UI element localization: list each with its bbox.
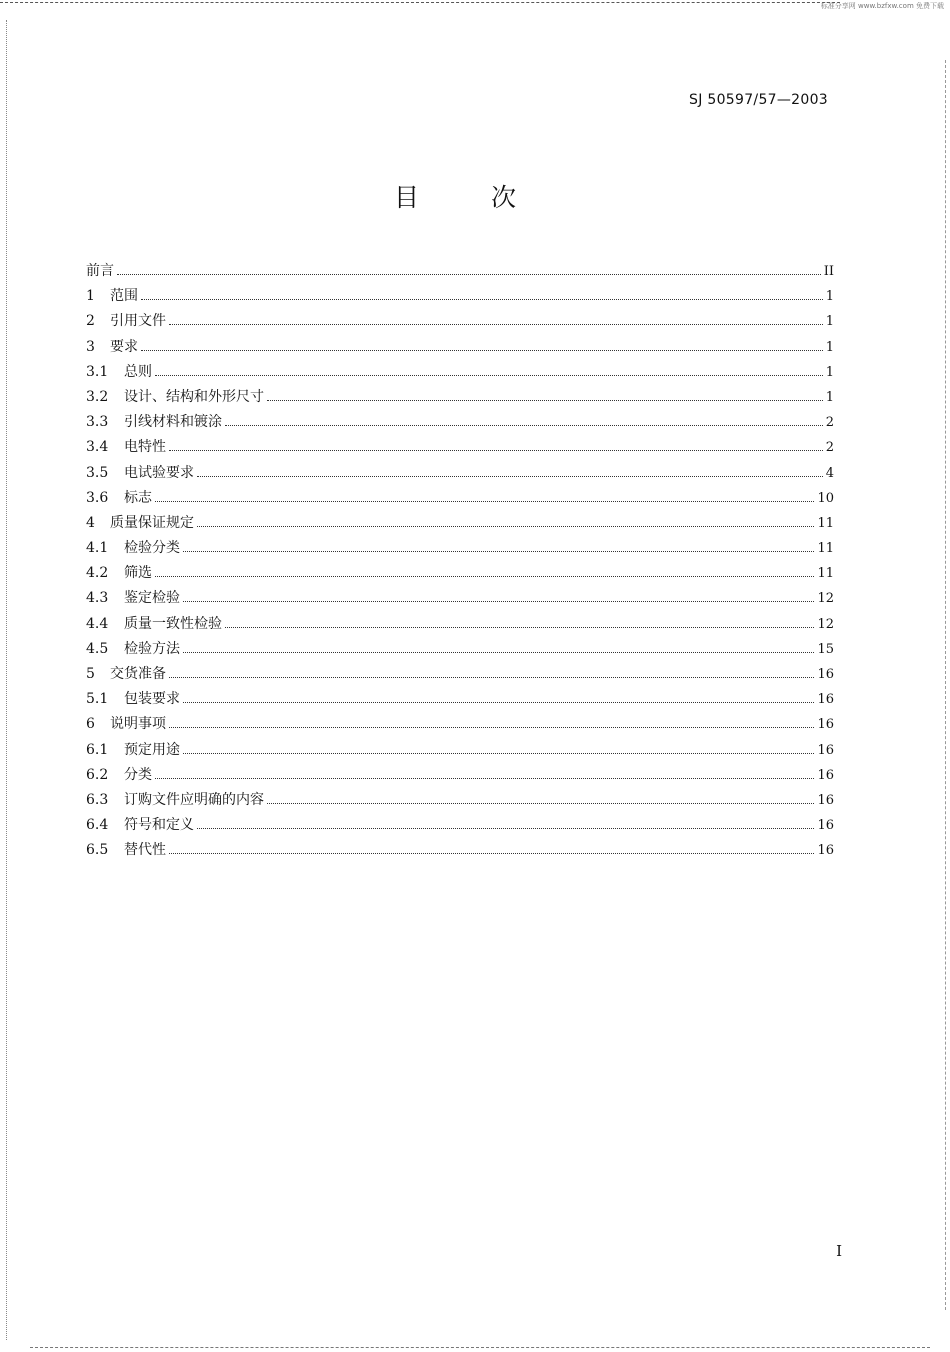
toc-entry[interactable] [86,788,834,813]
scan-edge-right [945,60,946,1310]
toc-dot-leader [169,727,814,728]
scan-edge-left [6,20,7,1340]
toc-entry-label: 交货准备 [110,666,166,682]
toc-entry[interactable] [86,461,834,486]
toc-dot-leader [183,753,814,754]
toc-entry[interactable] [86,486,834,511]
toc-dot-leader [169,450,823,451]
toc-dot-leader [155,501,814,502]
toc-dot-leader [169,677,814,678]
toc-entry[interactable] [86,335,834,360]
toc-entry-label: 包装要求 [124,691,180,708]
toc-entry-label: 引线材料和镀涂 [124,414,222,431]
toc-entry-page: 16 [817,692,834,708]
toc-entry-label: 电试验要求 [124,464,194,481]
toc-entry-label: 总则 [124,363,152,380]
toc-entry-page: 11 [817,566,834,582]
toc-dot-leader [183,702,814,703]
toc-entry-number: 3.4 [86,439,109,456]
toc-entry[interactable] [86,259,834,284]
toc-entry-label: 替代性 [124,842,166,859]
toc-entry-number: 2 [86,313,95,330]
toc-entry-page: 1 [825,314,834,330]
toc-entry-page: 2 [825,415,834,431]
toc-entry[interactable] [86,435,834,460]
toc-entry-page: 11 [817,541,834,557]
toc-entry[interactable] [86,838,834,863]
toc-entry-page: 16 [817,767,834,783]
title-char-right: 次 [491,183,519,212]
toc-entry-page: 16 [817,818,834,834]
toc-entry[interactable] [86,662,834,687]
page-title [0,178,912,214]
toc-entry-page: 11 [817,515,834,531]
toc-entry-page: 12 [817,591,834,607]
toc-entry-number: 4 [86,514,95,531]
toc-dot-leader [141,350,823,351]
toc-entry-page: 10 [817,490,834,506]
toc-entry-label: 质量一致性检验 [124,615,222,632]
toc-entry-page: 1 [825,364,834,380]
toc-entry-page: 1 [825,389,834,405]
toc-entry-page: 16 [817,742,834,758]
table-of-contents [86,259,834,864]
toc-entry-number: 4.2 [86,565,109,582]
toc-entry-number: 3.5 [86,464,109,481]
toc-dot-leader [225,425,823,426]
toc-entry-number: 6.4 [86,817,109,834]
toc-entry-label: 鉴定检验 [124,590,180,607]
toc-entry-label: 预定用途 [124,741,180,758]
toc-entry[interactable] [86,561,834,586]
toc-entry-label: 范围 [110,288,138,305]
toc-entry-number: 6.5 [86,842,109,859]
toc-entry-number: 5 [86,666,95,682]
toc-entry-label: 标志 [124,489,152,506]
toc-dot-leader [183,551,814,552]
toc-entry[interactable] [86,612,834,637]
toc-entry-number: 6 [86,716,95,733]
toc-entry-page: 2 [825,440,834,456]
toc-entry[interactable] [86,536,834,561]
scan-edge-bottom [30,1347,930,1348]
toc-dot-leader [267,803,814,804]
toc-entry-number: 6.3 [86,791,109,808]
toc-dot-leader [183,601,814,602]
toc-entry[interactable] [86,410,834,435]
toc-dot-leader [183,652,814,653]
page-number: I [836,1242,842,1260]
toc-entry-page: 16 [817,667,834,682]
toc-entry-page: 4 [825,465,834,481]
toc-entry-label: 前言 [86,263,114,279]
toc-entry-number: 6.1 [86,741,109,758]
toc-dot-leader [155,576,814,577]
toc-entry[interactable] [86,738,834,763]
toc-entry[interactable] [86,511,834,536]
toc-entry-page: 15 [817,641,834,657]
title-char-left: 目 [393,183,421,212]
toc-dot-leader [197,828,814,829]
toc-entry-label: 引用文件 [110,313,166,330]
toc-entry-number: 3.6 [86,489,109,506]
toc-dot-leader [117,274,821,275]
toc-entry-number: 3.2 [86,388,109,405]
toc-entry-page: 16 [817,843,834,859]
toc-entry-label: 要求 [110,338,138,355]
toc-dot-leader [141,299,823,300]
toc-entry[interactable] [86,637,834,662]
toc-entry-label: 电特性 [124,439,166,456]
toc-entry-number: 3 [86,338,95,355]
toc-entry[interactable] [86,712,834,737]
toc-entry[interactable] [86,360,834,385]
toc-dot-leader [155,778,814,779]
toc-entry-number: 4.3 [86,590,109,607]
watermark-text: 标准分享网 www.bzfxw.com 免费下载 [820,2,944,10]
toc-entry-label: 符号和定义 [124,817,194,834]
toc-dot-leader [169,324,823,325]
toc-dot-leader [155,375,823,376]
toc-entry-label: 设计、结构和外形尺寸 [124,388,264,405]
toc-entry-number: 5.1 [86,691,109,708]
toc-entry-label: 检验方法 [124,640,180,657]
toc-entry-label: 质量保证规定 [110,514,194,531]
toc-entry[interactable] [86,687,834,712]
toc-entry[interactable] [86,586,834,611]
toc-entry-number: 3.1 [86,363,109,380]
toc-entry-number: 1 [86,288,95,305]
toc-entry[interactable] [86,763,834,788]
toc-entry-page: 16 [817,792,834,808]
toc-entry-label: 说明事项 [110,716,166,733]
toc-dot-leader [169,853,814,854]
toc-dot-leader [225,627,814,628]
toc-entry-page: 1 [825,339,834,355]
toc-entry-label: 筛选 [124,565,152,582]
toc-entry-number: 3.3 [86,414,109,431]
toc-entry-page: 1 [825,289,834,305]
toc-entry[interactable] [86,284,834,309]
toc-entry-label: 检验分类 [124,540,180,557]
toc-entry-page: 12 [817,616,834,632]
toc-entry-number: 4.1 [86,540,109,557]
toc-entry[interactable] [86,309,834,334]
toc-entry[interactable] [86,813,834,838]
toc-entry-page: 16 [817,717,834,733]
scan-edge-top [0,2,840,3]
toc-dot-leader [197,476,823,477]
toc-entry-label: 订购文件应明确的内容 [124,791,264,808]
toc-dot-leader [197,526,814,527]
toc-entry[interactable] [86,385,834,410]
document-code: SJ 50597/57—2003 [689,92,828,108]
toc-entry-label: 分类 [124,766,152,783]
toc-dot-leader [267,400,823,401]
toc-entry-number: 4.5 [86,640,109,657]
toc-entry-number: 6.2 [86,766,109,783]
toc-entry-page: II [823,264,834,279]
toc-entry-number: 4.4 [86,615,109,632]
